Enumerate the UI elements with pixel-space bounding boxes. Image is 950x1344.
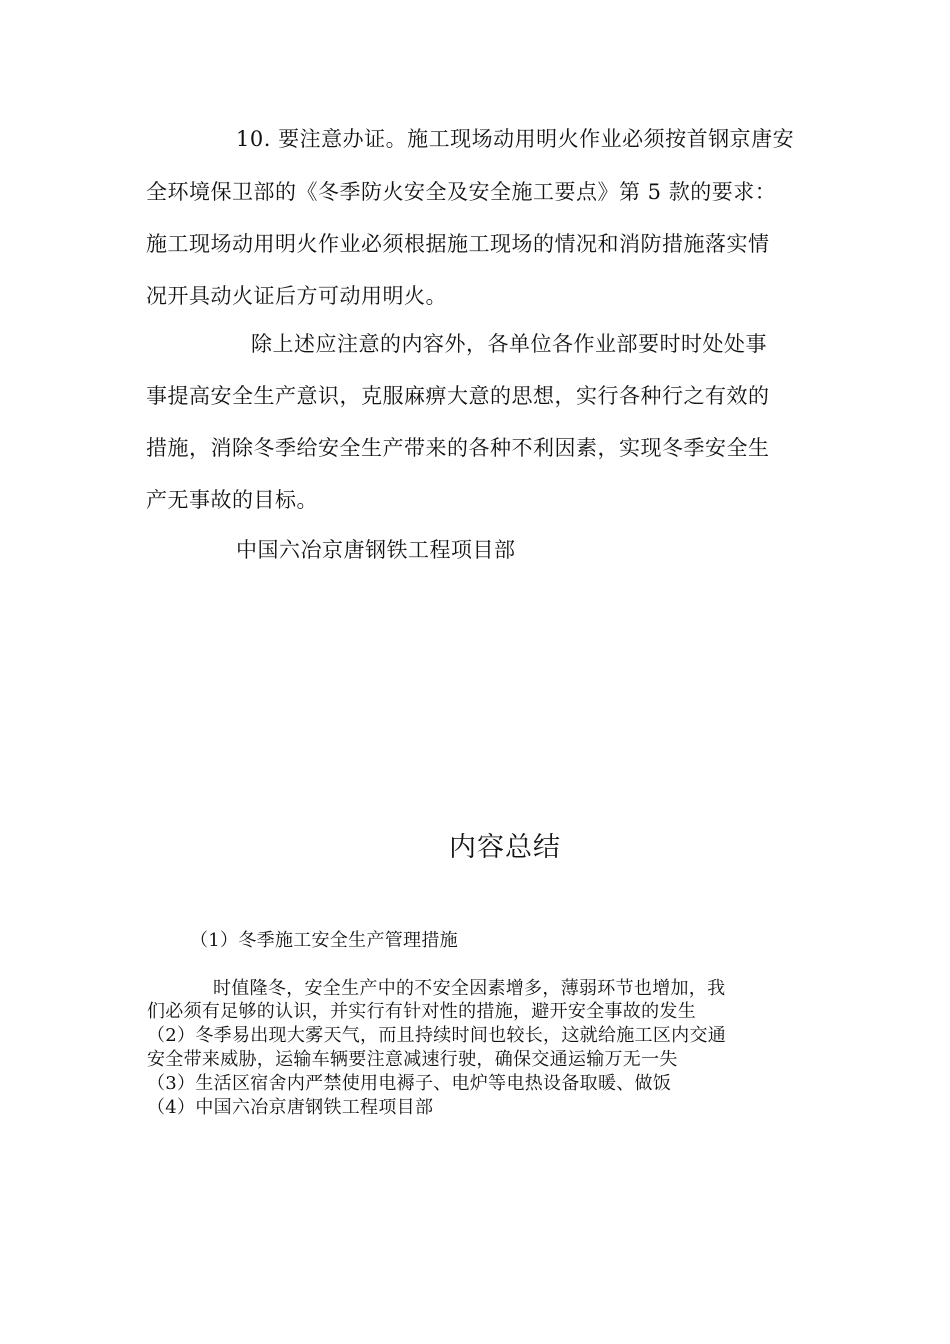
closing-paragraph-line-3: 措施，消除冬季给安全生产带来的各种不利因素，实现冬季安全生 bbox=[146, 436, 770, 460]
summary-item-1: （1）冬季施工安全生产管理措施 bbox=[190, 930, 458, 951]
closing-paragraph-line-2: 事提高安全生产意识，克服麻痹大意的思想，实行各种行之有效的 bbox=[146, 384, 770, 408]
summary-body-line-6: （4）中国六冶京唐钢铁工程项目部 bbox=[147, 1097, 434, 1118]
closing-paragraph-line-1: 除上述应注意的内容外，各单位各作业部要时时处处事 bbox=[251, 332, 767, 356]
summary-body-line-5: （3）生活区宿舍内严禁使用电褥子、电炉等电热设备取暖、做饭 bbox=[147, 1073, 672, 1094]
summary-body-line-1: 时值隆冬，安全生产中的不安全因素增多，薄弱环节也增加，我 bbox=[213, 978, 726, 999]
signature: 中国六冶京唐钢铁工程项目部 bbox=[236, 538, 516, 562]
summary-title: 内容总结 bbox=[449, 832, 561, 863]
paragraph-10-line-4: 况开具动火证后方可动用明火。 bbox=[146, 284, 447, 308]
paragraph-10-line-2: 全环境保卫部的《冬季防火安全及安全施工要点》第 5 款的要求： bbox=[146, 180, 777, 204]
paragraph-10-line-1: 10. 要注意办证。施工现场动用明火作业必须按首钢京唐安 bbox=[236, 127, 795, 151]
summary-body-line-4: 安全带来威胁，运输车辆要注意减速行驶，确保交通运输万无一失 bbox=[147, 1049, 678, 1070]
closing-paragraph-line-4: 产无事故的目标。 bbox=[146, 488, 318, 512]
summary-body-line-2: 们必须有足够的认识，并实行有针对性的措施，避开安全事故的发生 bbox=[147, 1001, 696, 1022]
paragraph-10-line-3: 施工现场动用明火作业必须根据施工现场的情况和消防措施落实情 bbox=[146, 232, 770, 256]
summary-body-line-3: （2）冬季易出现大雾天气，而且持续时间也较长，这就给施工区内交通 bbox=[147, 1025, 727, 1046]
